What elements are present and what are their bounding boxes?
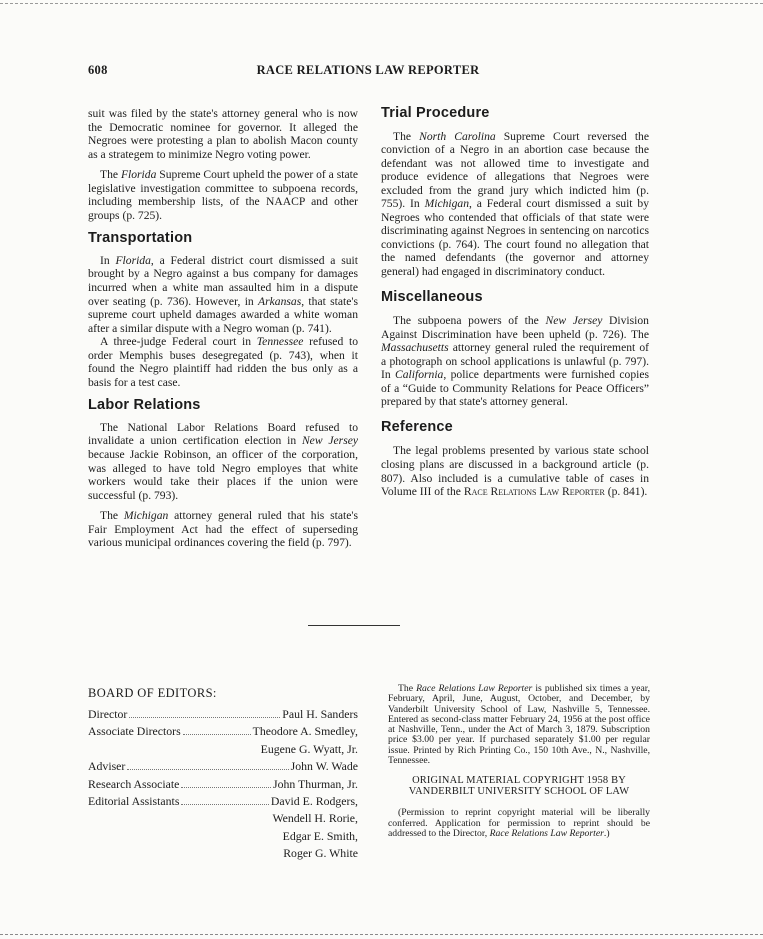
section-heading-reference: Reference [381,418,453,435]
board-row: Research Associate John Thurman, Jr. [88,776,358,791]
publication-notice: The Race Relations Law Reporter is published six times a year, February, April, June, August, October, and December, by Vanderbilt University School of Law, Nashville 5, Tennessee. Entered as second-class matter February 24, 1956 at the post office at Nashville, Tenn., under the Act of March 3, 1879. Subscription price $3.00 per year. If purchased separately $1.00 per regular issue. Printed by Rich Printing Co., 150 10th Ave., N., Nashville, Tennessee. [388,683,651,767]
labor-paragraph-2: The Michigan attorney general ruled that his state's Fair Employment Act had the effect of superseding various municipal ordinances covering the field (p. 797). [88,509,358,550]
section-heading-transportation: Transportation [88,230,193,247]
board-row: Roger G. White [283,846,358,861]
copyright-notice: ORIGINAL MATERIAL COPYRIGHT 1958 BY VANDERBILT UNIVERSITY SCHOOL OF LAW [408,775,630,798]
section-divider [308,625,400,626]
page-header [88,63,648,79]
labor-paragraph-1: The National Labor Relations Board refused to invalidate a union certification election in New Jersey because Jackie Robinson, an officer of the corporation, was alleged to have told Negro employes that white workers would take their places if the union were successful (p. 793). [88,420,358,502]
running-title: RACE RELATIONS LAW REPORTER [256,63,480,77]
board-title: BOARD OF EDITORS: [88,686,217,700]
intro-paragraph: suit was filed by the state's attorney general who is now the Democratic nominee for governor. It alleged the Negroes were protesting a plan to abolish Macon county as a strategem to minimize Negro voting power. [88,107,358,161]
board-row: Associate Directors Theodore A. Smedley, [88,724,358,739]
section-heading-labor-relations: Labor Relations [88,397,201,414]
board-row: Adviser John W. Wade [88,759,358,774]
board-row: Eugene G. Wyatt, Jr. [260,741,358,756]
reference-paragraph: The legal problems presented by various state school closing plans are discussed in a background article (p. 807). Also included is a cumulative table of cases in Volume III of the Race Relations Law Reporter (p. 841). [381,444,649,499]
right-column [381,107,649,506]
permission-notice: (Permission to reprint copyright material will be liberally conferred. Application for permission to reprint should be addressed to the Director, Race Relations Law Reporter.) [388,807,650,839]
publication-info [388,684,650,839]
transportation-paragraph-2: A three-judge Federal court in Tennessee refused to order Memphis buses desegregated (p. 743), when it found the Negro plaintiff had ridden the bus only as a basis for a test case. [88,335,358,389]
trial-paragraph: The North Carolina Supreme Court reversed the conviction of a Negro in an abortion case because the defendant was not allowed time to investigate and produce evidence of allegations that Negroes were excluded from the grand jury which indicted him (p. 755). In Michigan, a Federal court dismissed a suit by Negroes who contended that officials of that state were discriminating against Negroes in sentencing on narcotics convictions (p. 764). The court found no allegation that the named defendants (the governor and attorney general) had engaged in discriminatory conduct. [381,129,649,279]
section-heading-trial-procedure: Trial Procedure [381,105,490,121]
page-top-edge [0,3,763,4]
transportation-paragraph-1: In Florida, a Federal district court dismissed a suit brought by a Negro against a bus company for damages incurred when a white man assaulted him in a dispute over seating (p. 736). However, in Arkansas, that state's supreme court upheld damages awarded a white woman after a similar dispute with a Negro woman (p. 741). [88,253,358,335]
board-of-editors [88,686,358,864]
section-heading-miscellaneous: Miscellaneous [381,288,483,305]
miscellaneous-paragraph: The subpoena powers of the New Jersey Division Against Discrimination have been upheld (p. 726). The Massachusetts attorney general ruled the requirement of a photograph on school applications is unlawful (p. 797). In California, police departments were furnished copies of a “Guide to Community Relations for Peace Officers” prepared by that state's attorney general. [381,314,650,409]
left-column [88,107,358,557]
board-row: Edgar E. Smith, [282,828,358,843]
board-row: Editorial Assistants David E. Rodgers, [88,793,358,808]
board-row: Director Paul H. Sanders [88,707,358,721]
page-number: 608 [88,63,108,77]
page-bottom-edge [0,934,763,935]
board-row: Wendell H. Rorie, [272,811,358,826]
florida-paragraph: The Florida Supreme Court upheld the power of a state legislative investigation committee to subpoena records, including membership lists, of the NAACP and other groups (p. 725). [88,168,358,222]
